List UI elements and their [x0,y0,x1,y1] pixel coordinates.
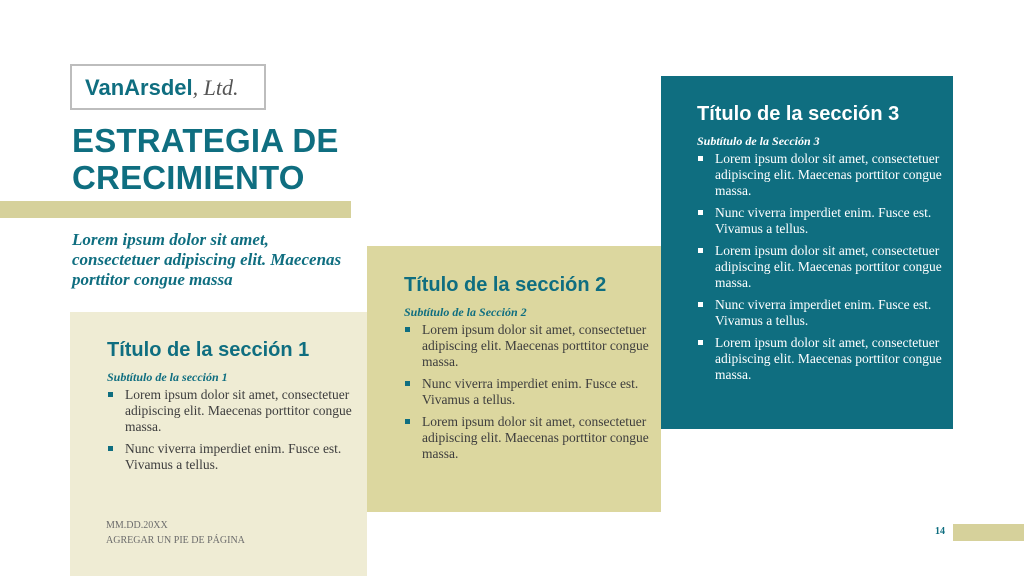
section-3-bullets [697,151,949,383]
section-1-content [107,339,362,479]
bullet-item: Lorem ipsum dolor sit amet, consectetuer adipiscing elit. Maecenas porttitor congue massa. [404,414,658,462]
bullet-square-icon [698,156,703,161]
bullet-square-icon [698,210,703,215]
slide-title-line-2: CRECIMIENTO [72,159,305,196]
bullet-square-icon [698,302,703,307]
bullet-item: Lorem ipsum dolor sit amet, consectetuer adipiscing elit. Maecenas porttitor congue massa. [404,322,658,370]
title-accent-bar [0,201,351,218]
footer-text: AGREGAR UN PIE DE PÁGINA [106,535,245,546]
section-1-title: Título de la sección 1 [107,339,310,361]
bullet-item: Lorem ipsum dolor sit amet, consectetuer adipiscing elit. Maecenas porttitor congue massa. [107,387,362,435]
intro-text: Lorem ipsum dolor sit amet, consectetuer adipiscing elit. Maecenas porttitor congue massa [72,230,342,289]
section-3-title: Título de la sección 3 [697,103,900,125]
bullet-item: Lorem ipsum dolor sit amet, consectetuer adipiscing elit. Maecenas porttitor congue massa. [697,335,949,383]
bullet-item: Nunc viverra imperdiet enim. Fusce est. Vivamus a tellus. [107,441,362,473]
bullet-square-icon [698,248,703,253]
section-2-content [404,274,658,468]
bullet-square-icon [108,446,113,451]
bullet-item: Nunc viverra imperdiet enim. Fusce est. Vivamus a tellus. [697,297,949,329]
section-2-bullets [404,322,658,462]
bullet-square-icon [405,419,410,424]
section-3-content [697,103,949,389]
logo-suffix: , Ltd. [192,75,239,100]
bullet-item: Lorem ipsum dolor sit amet, consectetuer adipiscing elit. Maecenas porttitor congue massa. [697,151,949,199]
section-2-subtitle: Subtítulo de la Sección 2 [404,305,527,319]
slide-footer [106,518,245,548]
logo-name: VanArsdel, Ltd. [85,75,239,100]
section-1-subtitle: Subtítulo de la sección 1 [107,370,228,384]
company-logo [70,64,266,110]
slide-title-line-1: ESTRATEGIA DE [72,122,339,159]
bullet-square-icon [108,392,113,397]
section-1-bullets [107,387,362,473]
section-3-subtitle: Subtítulo de la Sección 3 [697,134,820,148]
bullet-item: Nunc viverra imperdiet enim. Fusce est. Vivamus a tellus. [697,205,949,237]
page-number: 14 [935,526,945,537]
page-accent-bar [953,524,1024,541]
bullet-item: Lorem ipsum dolor sit amet, consectetuer adipiscing elit. Maecenas porttitor congue massa. [697,243,949,291]
bullet-item: Nunc viverra imperdiet enim. Fusce est. Vivamus a tellus. [404,376,658,408]
footer-date: MM.DD.20XX [106,520,168,531]
bullet-square-icon [405,381,410,386]
bullet-square-icon [698,340,703,345]
bullet-square-icon [405,327,410,332]
section-2-title: Título de la sección 2 [404,274,607,296]
slide-title [72,122,372,196]
